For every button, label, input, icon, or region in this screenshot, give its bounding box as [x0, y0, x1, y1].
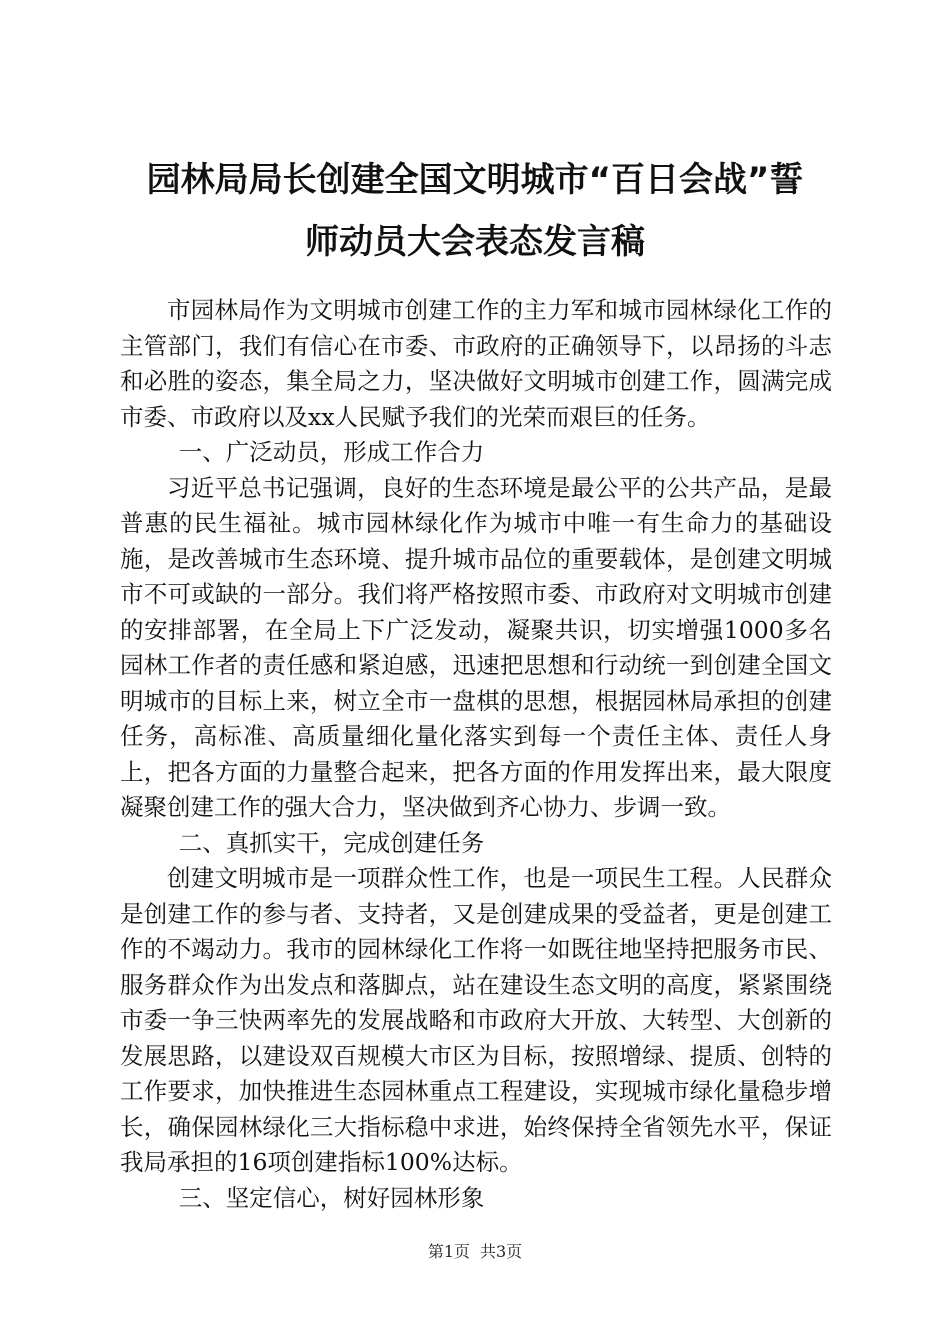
intro-paragraph: 市园林局作为文明城市创建工作的主力军和城市园林绿化工作的主管部门，我们有信心在市委、市政府的正确领导下，以昂扬的斗志和必胜的姿态，集全局之力，坚决做好文明城市创建工作，圆满完成市委、市政府以及xx人民赋予我们的光荣而艰巨的任务。	[120, 296, 832, 431]
section-heading-1: 一、广泛动员，形成工作合力	[178, 438, 485, 466]
page-total: 共3页	[480, 1242, 523, 1261]
section-heading-3: 三、坚定信心，树好园林形象	[178, 1183, 485, 1212]
document-body	[120, 293, 832, 1216]
section-2-paragraph: 创建文明城市是一项群众性工作，也是一项民生工程。人民群众是创建工作的参与者、支持者，又是创建成果的受益者，更是创建工作的不竭动力。我市的园林绿化工作将一如既往地坚持把服务市民、服务群众作为出发点和落脚点，站在建设生态文明的高度，紧紧围绕市委一争三快两率先的发展战略和市政府大开放、大转型、大创新的发展思路，以建设双百规模大市区为目标，按照增绿、提质、创特的工作要求，加快推进生态园林重点工程建设，实现城市绿化量稳步增长，确保园林绿化三大指标稳中求进，始终保持全省领先水平，保证我局承担的16项创建指标100%达标。	[120, 864, 832, 1176]
document-title-line-2: 师动员大会表态发言稿	[305, 222, 645, 262]
document-title-line-1: 园林局局长创建全国文明城市“百日会战”誓	[146, 160, 804, 200]
page-number: 第1页	[427, 1242, 470, 1261]
section-1-paragraph: 习近平总书记强调，良好的生态环境是最公平的公共产品，是最普惠的民生福祉。城市园林绿化作为城市中唯一有生命力的基础设施，是改善城市生态环境、提升城市品位的重要载体，是创建文明城市不可或缺的一部分。我们将严格按照市委、市政府对文明城市创建的安排部署，在全局上下广泛发动，凝聚共识，切实增强1000多名园林工作者的责任感和紧迫感，迅速把思想和行动统一到创建全国文明城市的目标上来，树立全市一盘棋的思想，根据园林局承担的创建任务，高标准、高质量细化量化落实到每一个责任主体、责任人身上，把各方面的力量整合起来，把各方面的作用发挥出来，最大限度凝聚创建工作的强大合力，坚决做到齐心协力、步调一致。	[120, 473, 832, 821]
page-footer	[0, 1242, 950, 1262]
section-heading-2: 二、真抓实干，完成创建任务	[178, 828, 485, 857]
